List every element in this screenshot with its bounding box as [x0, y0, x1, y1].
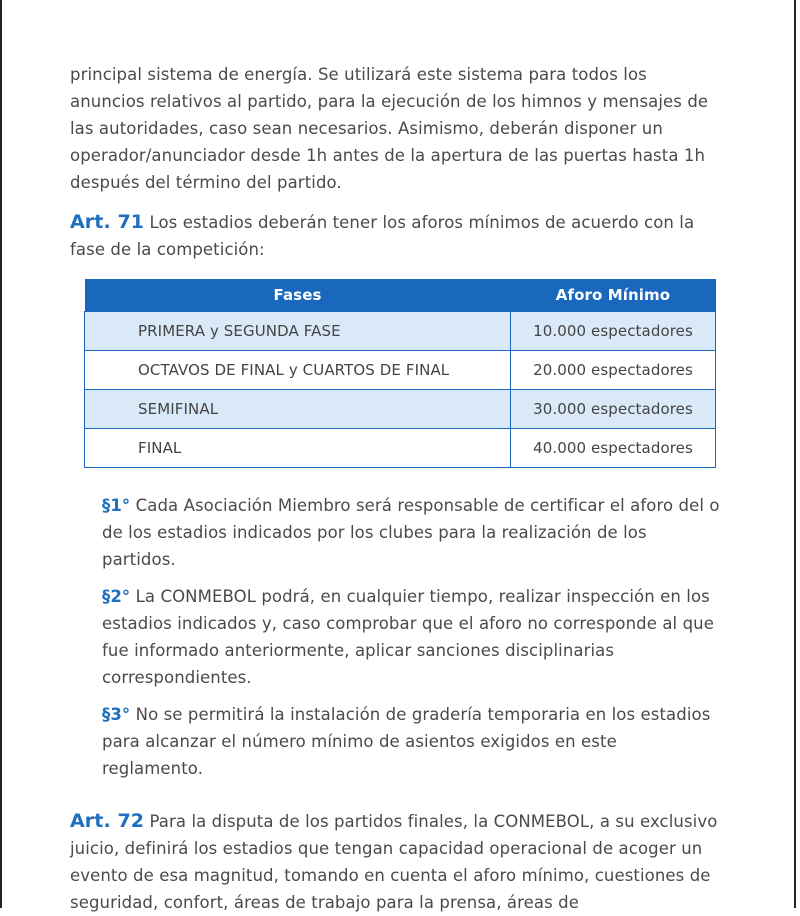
intro-paragraph: principal sistema de energía. Se utilizará este sistema para todos los anuncios relativos al partido, para la ejecución de los himnos y mensajes de las autoridades, caso sean necesarios. Asimismo, deberán disponer un operador/anunciador desde 1h antes de la apertura de las puertas hasta 1h después del término del partido.	[70, 65, 709, 192]
table-row	[85, 312, 716, 351]
aforo-cell: 40.000 espectadores	[511, 429, 716, 468]
paragraph-3-label: §3°	[102, 705, 131, 724]
document-page	[70, 61, 720, 916]
paragraph-1-label: §1°	[102, 496, 131, 515]
aforo-cell: 20.000 espectadores	[511, 351, 716, 390]
table-row	[85, 351, 716, 390]
paragraph-2	[102, 583, 720, 691]
fase-cell: OCTAVOS DE FINAL y CUARTOS DE FINAL	[85, 351, 511, 390]
aforo-cell: 30.000 espectadores	[511, 390, 716, 429]
aforo-table	[84, 279, 716, 468]
fase-cell: FINAL	[85, 429, 511, 468]
table-header-row	[85, 279, 716, 312]
aforo-cell: 10.000 espectadores	[511, 312, 716, 351]
article-71-label: Art. 71	[70, 211, 145, 233]
article-71	[70, 209, 720, 263]
paragraph-1	[102, 492, 720, 573]
paragraph-3-text: No se permitirá la instalación de gradería temporaria en los estadios para alcanzar el número mínimo de asientos exigidos en este reglamento.	[102, 705, 711, 778]
paragraph-2-label: §2°	[102, 587, 131, 606]
table-row	[85, 390, 716, 429]
article-71-text: Los estadios deberán tener los aforos mínimos de acuerdo con la fase de la competición:	[70, 213, 695, 259]
header-aforo: Aforo Mínimo	[511, 279, 716, 312]
fase-cell: PRIMERA y SEGUNDA FASE	[85, 312, 511, 351]
paragraph-3	[102, 701, 720, 782]
header-fases: Fases	[85, 279, 511, 312]
table-row	[85, 429, 716, 468]
article-72	[70, 808, 720, 916]
article-72-text: Para la disputa de los partidos finales, la CONMEBOL, a su exclusivo juicio, definirá los estadios que tengan capacidad operacional de acoger un evento de esa magnitud, tomando en cuenta el aforo mínimo, cuestiones de seguridad, confort, áreas de trabajo para la prensa, áreas de	[70, 812, 718, 912]
paragraph-2-text: La CONMEBOL podrá, en cualquier tiempo, realizar inspección en los estadios indicados y, caso comprobar que el aforo no corresponde al que fue informado anteriormente, aplicar sanciones disciplinarias correspondientes.	[102, 587, 714, 687]
paragraph-1-text: Cada Asociación Miembro será responsable de certificar el aforo del o de los estadios indicados por los clubes para la realización de los partidos.	[102, 496, 720, 569]
article-72-label: Art. 72	[70, 810, 145, 832]
article-71-paragraphs	[102, 492, 720, 782]
fase-cell: SEMIFINAL	[85, 390, 511, 429]
